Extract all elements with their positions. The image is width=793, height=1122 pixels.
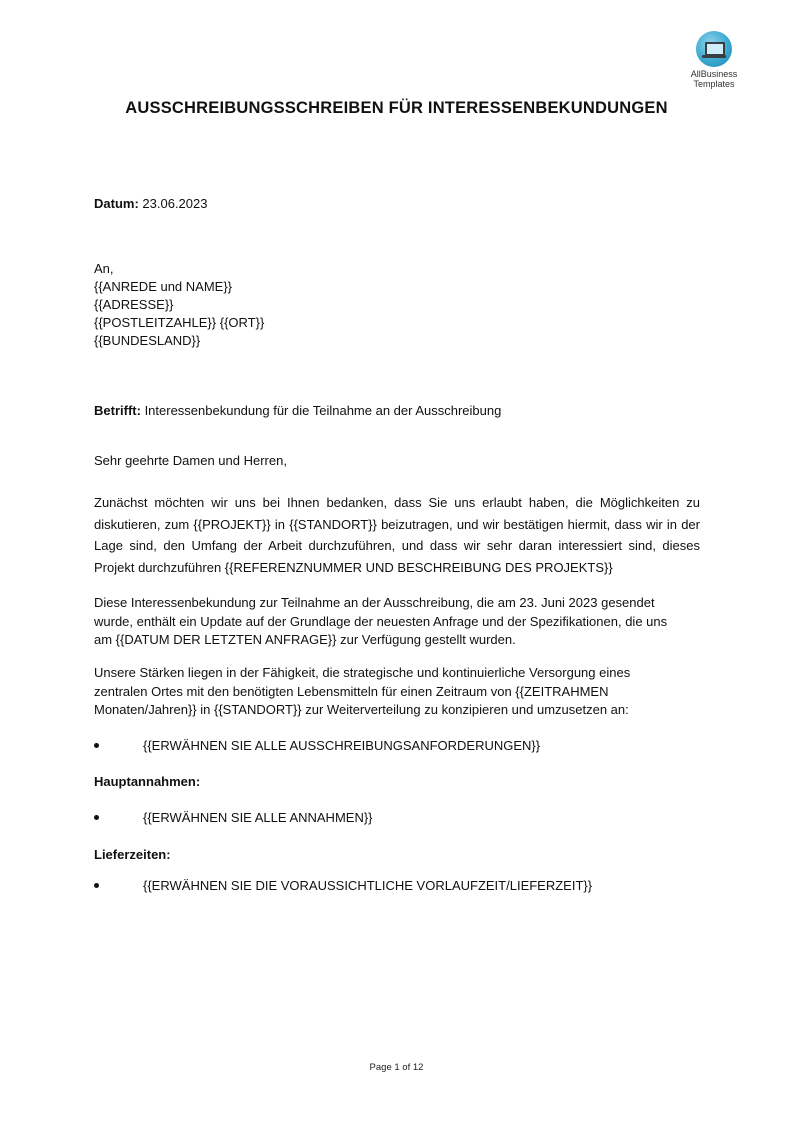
recipient-address: {{ADRESSE}} bbox=[94, 297, 174, 312]
bullet-icon bbox=[94, 743, 99, 748]
paragraph-2-line-1: Diese Interessenbekundung zur Teilnahme an der Ausschreibung, die am 23. Juni 2023 gesendet bbox=[94, 595, 655, 610]
date-line bbox=[94, 195, 700, 213]
paragraph-1: Zunächst möchten wir uns bei Ihnen bedanken, dass Sie uns erlaubt haben, die Möglichkeiten zu diskutieren, zum {{PROJEKT}} in {{STANDORT}} beizutragen, und wir bestätigen hiermit, dass wir in der Lage sind, den Umfang der Arbeit durchzuführen, und dass wir sehr daran interessiert sind, dieses Projekt durchzuführen {{REFERENZNUMMER UND BESCHREIBUNG DES PROJEKTS}} bbox=[94, 495, 700, 575]
paragraph-2-line-3: am {{DATUM DER LETZTEN ANFRAGE}} zur Verfügung gestellt wurden. bbox=[94, 632, 516, 647]
paragraph-2-line-2: wurde, enthält ein Update auf der Grundlage der neuesten Anfrage und der Spezifikationen, die uns bbox=[94, 613, 668, 629]
bullet-icon bbox=[94, 815, 99, 820]
bullet-icon bbox=[94, 883, 99, 888]
recipient-block bbox=[94, 260, 700, 350]
salutation-text: Sehr geehrte Damen und Herren, bbox=[94, 453, 287, 468]
paragraph-3-line-3: Monaten/Jahren}} in {{STANDORT}} zur Weiterverteilung zu konzipieren und umzusetzen an: bbox=[94, 702, 629, 717]
paragraph-3 bbox=[94, 664, 700, 720]
recipient-postal-city: {{POSTLEITZAHLE}} {{ORT}} bbox=[94, 315, 265, 330]
list-item-text: {{ERWÄHNEN SIE ALLE AUSSCHREIBUNGSANFORDERUNGEN}} bbox=[143, 738, 541, 753]
page-number: Page 1 of 12 bbox=[369, 1062, 424, 1073]
subject-label: Betrifft: bbox=[94, 403, 141, 418]
recipient-name: {{ANREDE und NAME}} bbox=[94, 279, 233, 294]
logo-line-2: Templates bbox=[693, 79, 735, 89]
logo-text bbox=[683, 69, 745, 89]
paragraph-3-line-1: Unsere Stärken liegen in der Fähigkeit, die strategische und kontinuierliche Versorgung eines bbox=[94, 665, 631, 680]
heading-delivery: Lieferzeiten: bbox=[94, 847, 171, 862]
laptop-icon bbox=[696, 31, 732, 67]
list-item-text: {{ERWÄHNEN SIE DIE VORAUSSICHTLICHE VORLAUFZEIT/LIEFERZEIT}} bbox=[143, 878, 593, 893]
recipient-state: {{BUNDESLAND}} bbox=[94, 333, 201, 348]
heading-assumptions: Hauptannahmen: bbox=[94, 774, 201, 789]
salutation bbox=[94, 452, 700, 470]
subject-value: Interessenbekundung für die Teilnahme an der Ausschreibung bbox=[144, 403, 502, 418]
date-value: 23.06.2023 bbox=[142, 196, 208, 211]
list-item-text: {{ERWÄHNEN SIE ALLE ANNAHMEN}} bbox=[143, 810, 373, 825]
company-logo bbox=[683, 31, 745, 89]
recipient-greeting: An, bbox=[94, 261, 114, 276]
logo-line-1: AllBusiness bbox=[690, 69, 738, 79]
date-label: Datum: bbox=[94, 196, 139, 211]
paragraph-2 bbox=[94, 594, 700, 650]
subject-line bbox=[94, 402, 700, 420]
paragraph-3-line-2: zentralen Ortes mit den benötigten Lebensmitteln für einen Zeitraum von {{ZEITRAHMEN bbox=[94, 683, 609, 699]
document-title: AUSSCHREIBUNGSSCHREIBEN FÜR INTERESSENBEKUNDUNGEN bbox=[125, 99, 668, 117]
